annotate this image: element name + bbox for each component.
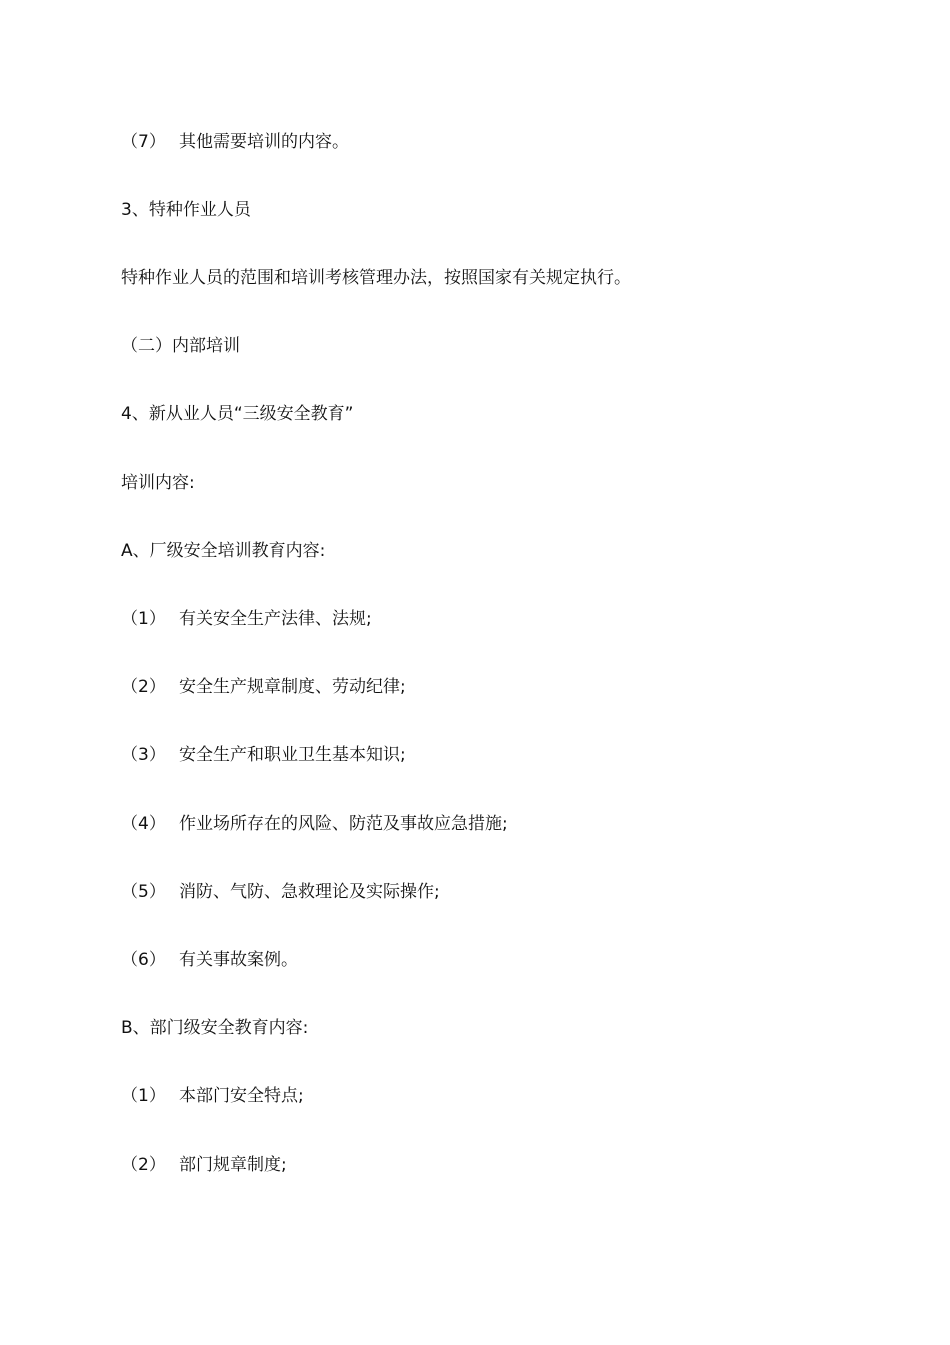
list-item: [121, 131, 349, 153]
item-text: 其他需要培训的内容。: [179, 132, 349, 152]
item-number: （4）: [121, 814, 166, 834]
item-number: （7）: [121, 132, 166, 152]
item-number: （3）: [121, 745, 166, 765]
item-text: 有关事故案例。: [179, 950, 298, 970]
list-item: [121, 744, 406, 766]
item-text: 有关安全生产法律、法规;: [179, 609, 372, 629]
subsection-heading: B、部门级安全教育内容:: [121, 1018, 309, 1038]
list-item: [121, 813, 508, 835]
section-heading: （二）内部培训: [121, 336, 240, 356]
list-item: [121, 1085, 304, 1107]
item-number: （2）: [121, 1155, 166, 1175]
item-text: 部门规章制度;: [179, 1155, 287, 1175]
item-number: （2）: [121, 677, 166, 697]
item-text: 作业场所存在的风险、防范及事故应急措施;: [179, 814, 508, 834]
list-item: [121, 881, 440, 903]
section-heading: 4、新从业人员“三级安全教育”: [121, 404, 354, 424]
item-number: （5）: [121, 882, 166, 902]
item-number: （1）: [121, 1086, 166, 1106]
subsection-heading: A、厂级安全培训教育内容:: [121, 541, 326, 561]
item-text: 安全生产规章制度、劳动纪律;: [179, 677, 406, 697]
list-item: [121, 676, 406, 698]
list-item: [121, 949, 298, 971]
item-text: 本部门安全特点;: [179, 1086, 304, 1106]
item-text: 安全生产和职业卫生基本知识;: [179, 745, 406, 765]
section-heading: 3、特种作业人员: [121, 200, 251, 220]
paragraph: 特种作业人员的范围和培训考核管理办法，按照国家有关规定执行。: [121, 268, 631, 288]
item-text: 消防、气防、急救理论及实际操作;: [179, 882, 440, 902]
item-number: （6）: [121, 950, 166, 970]
list-item: [121, 608, 372, 630]
list-item: [121, 1154, 287, 1176]
paragraph: 培训内容:: [121, 473, 195, 493]
item-number: （1）: [121, 609, 166, 629]
